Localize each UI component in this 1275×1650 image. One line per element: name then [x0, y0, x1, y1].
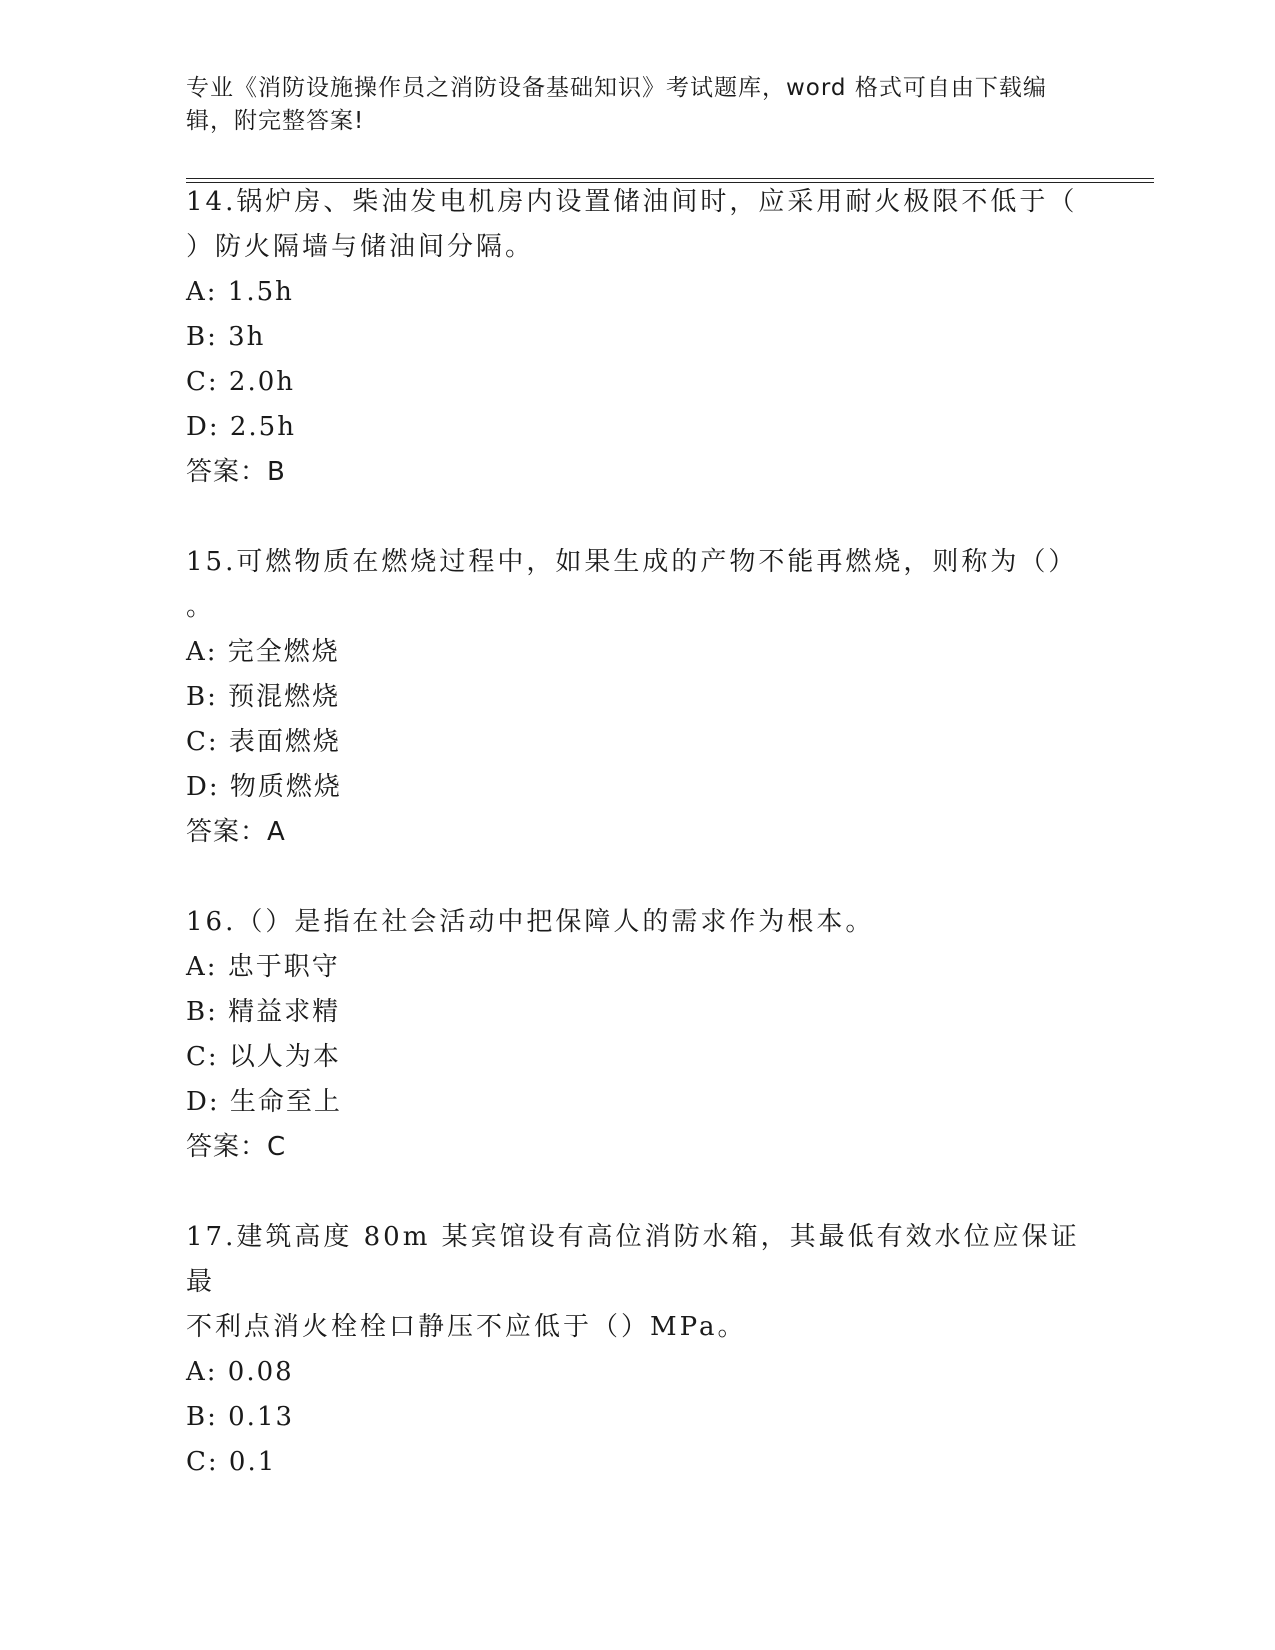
document-header: [186, 72, 1076, 138]
question-16: [186, 900, 1086, 1170]
option-b: B: 预混燃烧: [186, 682, 341, 712]
option-d: D: 物质燃烧: [186, 772, 342, 802]
question-text-line: 16.（）是指在社会活动中把保障人的需求作为根本。: [186, 907, 875, 937]
option-a: A: 忠于职守: [186, 952, 340, 982]
question-text-line: 15.可燃物质在燃烧过程中，如果生成的产物不能再燃烧，则称为（）: [186, 547, 1078, 577]
question-17: [186, 1215, 1086, 1485]
option-a: A: 1.5h: [186, 277, 294, 307]
option-c: C: 0.1: [186, 1447, 277, 1477]
question-text-line: 17.建筑高度 80m 某宾馆设有高位消防水箱，其最低有效水位应保证最: [186, 1222, 1080, 1297]
question-text-line: ）防火隔墙与储油间分隔。: [186, 232, 535, 262]
answer: 答案：C: [186, 1132, 287, 1162]
question-15: [186, 540, 1086, 855]
question-14: [186, 180, 1086, 495]
option-d: D: 2.5h: [186, 412, 296, 442]
question-text-line: 。: [186, 592, 216, 622]
option-a: A: 0.08: [186, 1357, 294, 1387]
answer: 答案：B: [186, 457, 286, 487]
option-a: A: 完全燃烧: [186, 637, 340, 667]
option-b: B: 0.13: [186, 1402, 295, 1432]
question-text-line: 14.锅炉房、柴油发电机房内设置储油间时，应采用耐火极限不低于（: [186, 187, 1078, 217]
option-c: C: 2.0h: [186, 367, 296, 397]
option-b: B: 精益求精: [186, 997, 341, 1027]
header-line-2: 辑，附完整答案!: [186, 108, 365, 134]
question-text-line: 不利点消火栓栓口静压不应低于（）MPa。: [186, 1312, 747, 1342]
option-c: C: 表面燃烧: [186, 727, 341, 757]
option-c: C: 以人为本: [186, 1042, 341, 1072]
answer: 答案：A: [186, 817, 286, 847]
option-b: B: 3h: [186, 322, 266, 352]
option-d: D: 生命至上: [186, 1087, 342, 1117]
header-line-1: 专业《消防设施操作员之消防设备基础知识》考试题库，word 格式可自由下载编: [186, 75, 1047, 101]
